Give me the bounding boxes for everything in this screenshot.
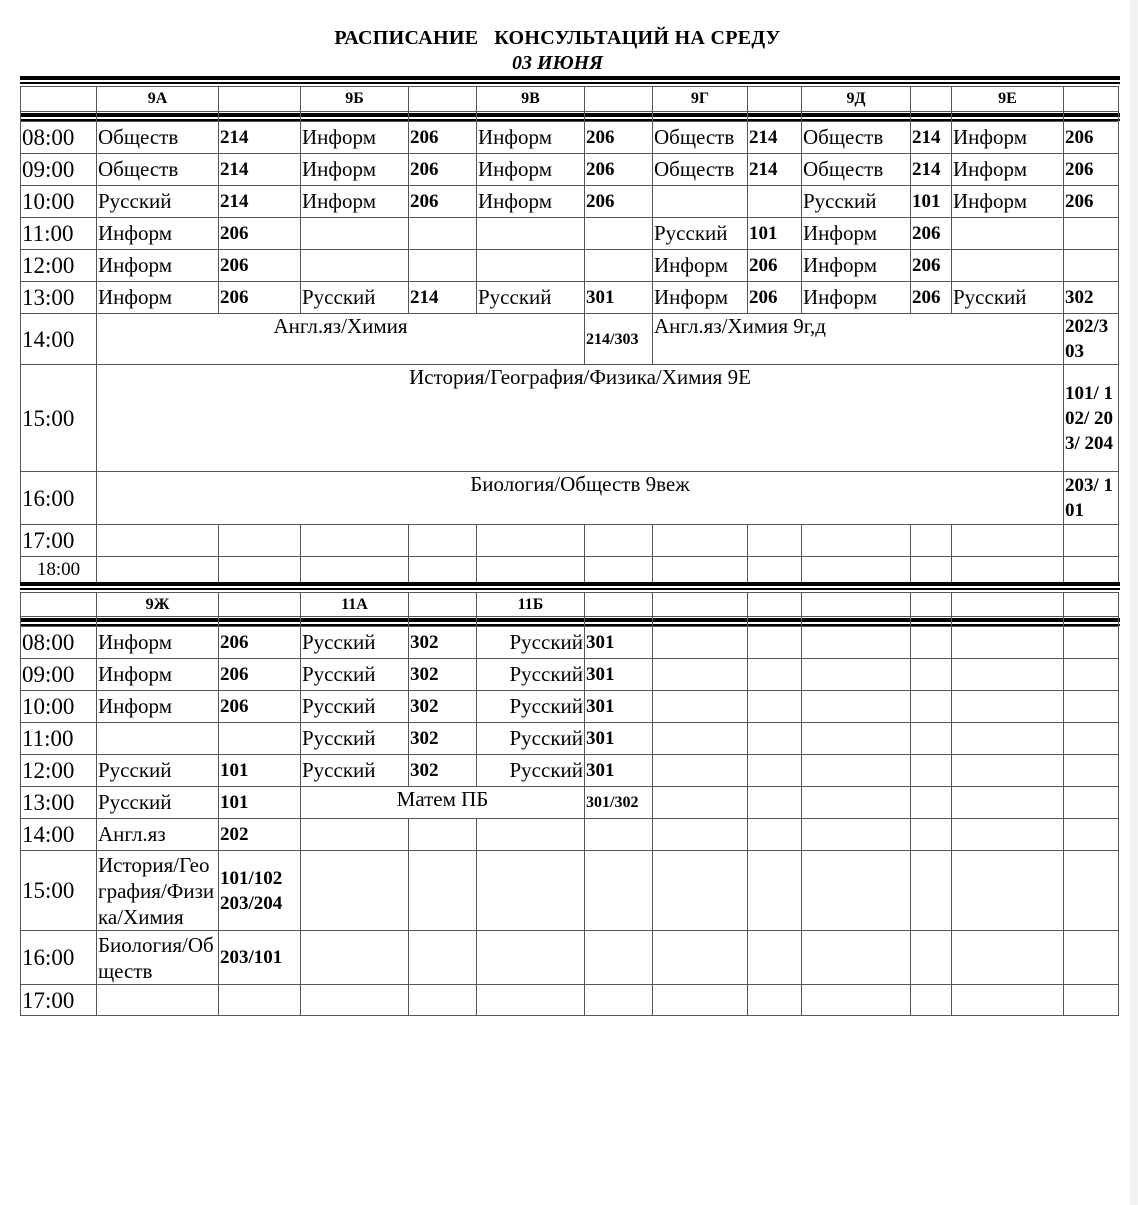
- table1-spacer-row: [21, 112, 1119, 122]
- table-row: [21, 186, 1119, 218]
- room-cell: 214/303: [585, 314, 653, 365]
- subject-cell: Информ: [653, 282, 748, 314]
- header-room: [409, 593, 477, 617]
- room-cell: 202: [219, 819, 301, 851]
- merged-subject-cell: Биология/Обществ 9веж: [97, 472, 1064, 525]
- subject-cell: Русский: [477, 691, 585, 723]
- subject-cell: [952, 218, 1064, 250]
- room-cell: 206: [219, 282, 301, 314]
- subject-cell: Русский: [97, 755, 219, 787]
- schedule-table-1: [20, 86, 1119, 583]
- time-cell: 15:00: [21, 365, 97, 472]
- table-row: [21, 819, 1119, 851]
- room-cell: 206: [911, 282, 952, 314]
- table-row: [21, 851, 1119, 931]
- time-cell: 17:00: [21, 525, 97, 557]
- header-class: 9Б: [301, 87, 409, 112]
- room-cell: 206: [585, 122, 653, 154]
- room-cell: 101/102 203/204: [219, 851, 301, 931]
- time-cell: 17:00: [21, 985, 97, 1016]
- room-cell: 202/303: [1064, 314, 1119, 365]
- subject-cell: Информ: [802, 218, 911, 250]
- room-cell: 206: [219, 250, 301, 282]
- room-cell: 214: [748, 122, 802, 154]
- subject-cell: Информ: [653, 250, 748, 282]
- subject-cell: Информ: [97, 691, 219, 723]
- subject-cell: Информ: [97, 627, 219, 659]
- room-cell: [585, 218, 653, 250]
- room-cell: 301: [585, 755, 653, 787]
- subject-cell: Информ: [301, 186, 409, 218]
- header-room: [219, 593, 301, 617]
- subject-cell: Англ.яз: [97, 819, 219, 851]
- time-cell: 11:00: [21, 218, 97, 250]
- room-cell: 206: [1064, 122, 1119, 154]
- room-cell: 206: [219, 218, 301, 250]
- table-row: [21, 282, 1119, 314]
- table-row: [21, 557, 1119, 583]
- time-cell: 12:00: [21, 755, 97, 787]
- subject-cell: Обществ: [802, 154, 911, 186]
- room-cell: 206: [1064, 154, 1119, 186]
- subject-cell: Информ: [301, 122, 409, 154]
- room-cell: 214: [409, 282, 477, 314]
- room-cell: [1064, 250, 1119, 282]
- room-cell: 206: [748, 282, 802, 314]
- subject-cell: Информ: [477, 154, 585, 186]
- room-cell: 214: [219, 186, 301, 218]
- merged-subject-cell: Англ.яз/Химия 9г,д: [653, 314, 1064, 365]
- room-cell: 206: [219, 659, 301, 691]
- subject-cell: Обществ: [97, 154, 219, 186]
- time-cell: 16:00: [21, 472, 97, 525]
- room-cell: 302: [409, 691, 477, 723]
- table-row: [21, 659, 1119, 691]
- room-cell: 214: [911, 154, 952, 186]
- room-cell: 214: [911, 122, 952, 154]
- subject-cell: Информ: [97, 250, 219, 282]
- subject-cell: Русский: [802, 186, 911, 218]
- subject-cell: Русский: [653, 218, 748, 250]
- header-class: 9Ж: [97, 593, 219, 617]
- room-cell: 301: [585, 282, 653, 314]
- room-cell: 301: [585, 691, 653, 723]
- table2-top-rule-inner: [20, 588, 1120, 590]
- time-cell: 12:00: [21, 250, 97, 282]
- room-cell: 214: [748, 154, 802, 186]
- time-cell: 08:00: [21, 627, 97, 659]
- room-cell: 214: [219, 122, 301, 154]
- header-class: 9Г: [653, 87, 748, 112]
- room-cell: 206: [1064, 186, 1119, 218]
- subject-cell: Информ: [97, 659, 219, 691]
- subject-cell: Русский: [477, 627, 585, 659]
- room-cell: [409, 218, 477, 250]
- room-cell: 203/101: [219, 931, 301, 985]
- header-room: [409, 87, 477, 112]
- room-cell: 301: [585, 723, 653, 755]
- room-cell: 302: [409, 755, 477, 787]
- time-cell: 14:00: [21, 819, 97, 851]
- header-room: [748, 87, 802, 112]
- room-cell: 302: [409, 723, 477, 755]
- room-cell: 214: [219, 154, 301, 186]
- subject-cell: Обществ: [97, 122, 219, 154]
- table-row: [21, 314, 1119, 365]
- subject-cell: Обществ: [653, 122, 748, 154]
- room-cell: 206: [409, 154, 477, 186]
- subject-cell: Русский: [477, 282, 585, 314]
- subject-cell: Русский: [97, 186, 219, 218]
- header-room: [585, 87, 653, 112]
- subject-cell: История/География/Физика/Химия: [97, 851, 219, 931]
- time-cell: 16:00: [21, 931, 97, 985]
- merged-subject-cell: История/География/Физика/Химия 9Е: [97, 365, 1064, 472]
- subject-cell: Русский: [477, 659, 585, 691]
- subject-cell: [97, 723, 219, 755]
- subject-cell: [301, 218, 409, 250]
- subject-cell: Информ: [97, 218, 219, 250]
- table-row: [21, 755, 1119, 787]
- table-row: [21, 627, 1119, 659]
- subject-cell: Информ: [952, 186, 1064, 218]
- time-cell: 10:00: [21, 186, 97, 218]
- subject-cell: Русский: [301, 755, 409, 787]
- subject-cell: Обществ: [653, 154, 748, 186]
- table-row: [21, 691, 1119, 723]
- table-row: [21, 250, 1119, 282]
- header-room: [585, 593, 653, 617]
- subject-cell: Русский: [301, 627, 409, 659]
- table1-top-rule: [20, 76, 1120, 80]
- subject-cell: Биология/Обществ: [97, 931, 219, 985]
- room-cell: 301: [585, 627, 653, 659]
- room-cell: [1064, 218, 1119, 250]
- room-cell: 101: [911, 186, 952, 218]
- time-cell: 10:00: [21, 691, 97, 723]
- time-cell: 09:00: [21, 154, 97, 186]
- room-cell: 206: [911, 218, 952, 250]
- room-cell: 206: [748, 250, 802, 282]
- room-cell: [219, 723, 301, 755]
- time-cell: 09:00: [21, 659, 97, 691]
- table-row: [21, 723, 1119, 755]
- room-cell: 206: [911, 250, 952, 282]
- subject-cell: Русский: [97, 787, 219, 819]
- table-row: [21, 525, 1119, 557]
- header-room: [1064, 87, 1119, 112]
- subject-cell: Информ: [952, 122, 1064, 154]
- room-cell: 206: [219, 627, 301, 659]
- table2-top-rule: [20, 582, 1120, 586]
- table2-header-row: [21, 593, 1119, 617]
- subject-cell: Русский: [952, 282, 1064, 314]
- room-cell: 206: [585, 186, 653, 218]
- subject-cell: Информ: [802, 250, 911, 282]
- header-room: [219, 87, 301, 112]
- table1-header-row: [21, 87, 1119, 112]
- subject-cell: Информ: [802, 282, 911, 314]
- room-cell: 302: [409, 627, 477, 659]
- subject-cell: [301, 250, 409, 282]
- table-row: [21, 218, 1119, 250]
- header-class: 9А: [97, 87, 219, 112]
- time-cell: 18:00: [21, 557, 97, 583]
- header-class: 9Д: [802, 87, 911, 112]
- time-cell: 11:00: [21, 723, 97, 755]
- room-cell: 301: [585, 659, 653, 691]
- room-cell: 206: [409, 186, 477, 218]
- room-cell: [748, 186, 802, 218]
- table-row: [21, 985, 1119, 1016]
- time-cell: 14:00: [21, 314, 97, 365]
- subject-cell: Русский: [301, 282, 409, 314]
- room-cell: 101: [219, 787, 301, 819]
- merged-subject-cell: Матем ПБ: [301, 787, 585, 819]
- room-cell: [585, 250, 653, 282]
- room-cell: 302: [409, 659, 477, 691]
- time-cell: 08:00: [21, 122, 97, 154]
- merged-subject-cell: Англ.яз/Химия: [97, 314, 585, 365]
- table-row: [21, 787, 1119, 819]
- subject-cell: Информ: [301, 154, 409, 186]
- header-time: [21, 87, 97, 112]
- room-cell: 206: [409, 122, 477, 154]
- table-row: [21, 122, 1119, 154]
- room-cell: 206: [219, 691, 301, 723]
- subject-cell: Информ: [477, 122, 585, 154]
- subject-cell: [477, 218, 585, 250]
- time-cell: 15:00: [21, 851, 97, 931]
- page-title: РАСПИСАНИЕ КОНСУЛЬТАЦИЙ НА СРЕДУ: [334, 27, 781, 49]
- room-cell: 203/ 101: [1064, 472, 1119, 525]
- room-cell: 302: [1064, 282, 1119, 314]
- room-cell: [409, 250, 477, 282]
- subject-cell: [477, 250, 585, 282]
- subject-cell: Русский: [477, 755, 585, 787]
- schedule-table-2: [20, 592, 1119, 1016]
- room-cell: 206: [585, 154, 653, 186]
- subject-cell: Информ: [97, 282, 219, 314]
- subject-cell: Русский: [301, 723, 409, 755]
- header-class: 11Б: [477, 593, 585, 617]
- time-cell: 13:00: [21, 282, 97, 314]
- table-row: [21, 154, 1119, 186]
- subject-cell: Информ: [477, 186, 585, 218]
- subject-cell: Русский: [301, 691, 409, 723]
- subject-cell: Обществ: [802, 122, 911, 154]
- subject-cell: [952, 250, 1064, 282]
- header-room: [911, 87, 952, 112]
- header-class: 9В: [477, 87, 585, 112]
- table-row: [21, 472, 1119, 525]
- subject-cell: Информ: [952, 154, 1064, 186]
- page-subtitle: 03 ИЮНЯ: [511, 52, 603, 74]
- room-cell: 301/302: [585, 787, 653, 819]
- room-cell: 101: [219, 755, 301, 787]
- page-edge: [1130, 0, 1138, 1205]
- subject-cell: [653, 186, 748, 218]
- time-cell: 13:00: [21, 787, 97, 819]
- header-class: 9Е: [952, 87, 1064, 112]
- room-cell: 101: [748, 218, 802, 250]
- subject-cell: Русский: [301, 659, 409, 691]
- table2-spacer-row: [21, 617, 1119, 627]
- header-time: [21, 593, 97, 617]
- table-row: [21, 365, 1119, 472]
- subject-cell: Русский: [477, 723, 585, 755]
- header-class: 11А: [301, 593, 409, 617]
- room-cell: 101/ 102/ 203/ 204: [1064, 365, 1119, 472]
- table1-top-rule-inner: [20, 82, 1120, 84]
- table-row: [21, 931, 1119, 985]
